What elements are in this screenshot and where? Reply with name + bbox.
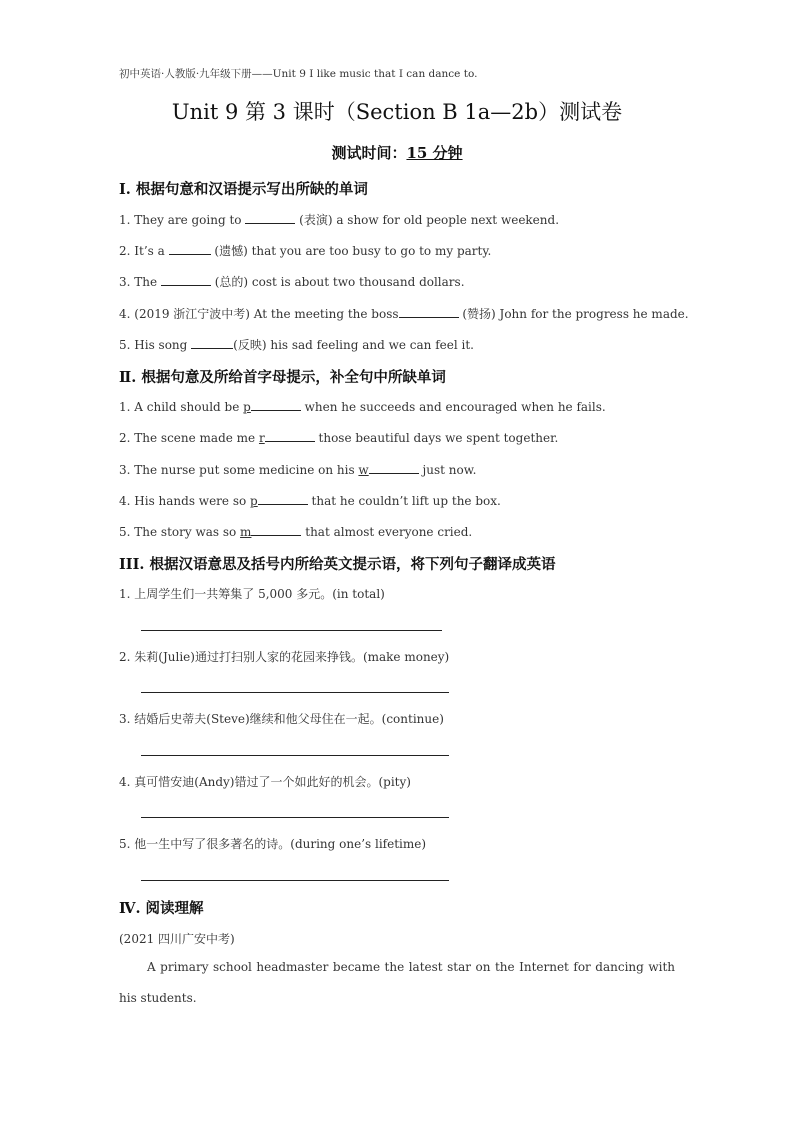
s1-q3-text-after: (总的) cost is about two thousand dollars. bbox=[210, 275, 465, 289]
s3-question-5: 5. 他一生中写了很多著名的诗。(during one’s lifetime) bbox=[119, 837, 427, 851]
s2-q1-blank[interactable] bbox=[251, 398, 301, 411]
s2-q4-text-after: that he couldn’t lift up the box. bbox=[307, 494, 501, 508]
s2-question-2 bbox=[119, 429, 558, 445]
reading-paragraph: A primary school headmaster became the latest star on the Internet for dancing with his students. bbox=[119, 960, 675, 1005]
s1-q1-text-after: (表演) a show for old people next weekend. bbox=[295, 213, 560, 227]
s1-q5-text-before: 5. His song bbox=[119, 338, 192, 352]
s1-q4-text-before: 4. (2019 浙江宁波中考) At the meeting the boss bbox=[119, 307, 399, 321]
section-1-heading: Ⅰ. 根据句意和汉语提示写出所缺的单词 bbox=[119, 181, 368, 198]
s2-question-4 bbox=[119, 492, 501, 508]
s1-question-4 bbox=[119, 305, 689, 322]
s2-question-5 bbox=[119, 523, 472, 539]
s2-q1-text-before: 1. A child should be bbox=[119, 400, 244, 414]
s1-q1-blank[interactable] bbox=[245, 211, 295, 224]
s1-q4-text-after: (赞扬) John for the progress he made. bbox=[458, 307, 689, 321]
s1-q2-text-after: (遗憾) that you are too busy to go to my party. bbox=[210, 244, 492, 258]
s2-q5-text-before: 5. The story was so bbox=[119, 525, 241, 539]
s2-q3-hint-letter: w bbox=[358, 463, 369, 477]
s1-q2-blank[interactable] bbox=[169, 242, 211, 255]
s1-q2-text-before: 2. It’s a bbox=[119, 244, 169, 258]
s2-q4-text-before: 4. His hands were so bbox=[119, 494, 251, 508]
s3-question-3: 3. 结婚后史蒂夫(Steve)继续和他父母住在一起。(continue) bbox=[119, 712, 444, 726]
s2-question-3 bbox=[119, 461, 476, 477]
s3-question-2: 2. 朱莉(Julie)通过打扫别人家的花园来挣钱。(make money) bbox=[119, 650, 450, 664]
test-time bbox=[0, 142, 794, 163]
section-2-heading: Ⅱ. 根据句意及所给首字母提示，补全句中所缺单词 bbox=[119, 369, 446, 386]
s1-question-1 bbox=[119, 211, 559, 228]
test-time-label: 测试时间： bbox=[331, 144, 407, 162]
s3-q2-answer-line[interactable] bbox=[141, 692, 449, 693]
s2-q2-text-before: 2. The scene made me bbox=[119, 431, 259, 445]
s1-q3-blank[interactable] bbox=[161, 273, 211, 286]
s2-q2-blank[interactable] bbox=[265, 429, 315, 442]
s2-q2-hint-letter: r bbox=[258, 431, 265, 445]
s2-q3-text-after: just now. bbox=[418, 463, 477, 477]
s2-q5-blank[interactable] bbox=[251, 523, 301, 536]
s3-q5-answer-line[interactable] bbox=[141, 880, 449, 881]
s2-q4-hint-letter: p bbox=[250, 494, 258, 508]
s3-q4-answer-line[interactable] bbox=[141, 817, 449, 818]
section-3-heading: III. 根据汉语意思及括号内所给英文提示语，将下列句子翻译成英语 bbox=[119, 556, 556, 573]
reading-source: (2021 四川广安中考) bbox=[119, 932, 235, 946]
header-note: 初中英语·人教版·九年级下册——Unit 9 I like music that I can dance to. bbox=[119, 68, 478, 80]
test-time-value: 15 分钟 bbox=[406, 144, 463, 162]
s3-question-4: 4. 真可惜安迪(Andy)错过了一个如此好的机会。(pity) bbox=[119, 775, 411, 789]
s3-q1-answer-line[interactable] bbox=[141, 630, 442, 631]
s1-question-5 bbox=[119, 336, 474, 353]
section-4-heading: Ⅳ. 阅读理解 bbox=[119, 900, 204, 917]
s3-question-1: 1. 上周学生们一共筹集了 5,000 多元。(in total) bbox=[119, 587, 385, 601]
s2-q2-text-after: those beautiful days we spent together. bbox=[314, 431, 559, 445]
s1-q3-text-before: 3. The bbox=[119, 275, 161, 289]
page-title: Unit 9 第 3 课时（Section B 1a—2b）测试卷 bbox=[171, 100, 623, 124]
s2-q1-text-after: when he succeeds and encouraged when he fails. bbox=[300, 400, 606, 414]
s2-q3-blank[interactable] bbox=[369, 461, 419, 474]
s1-q1-text-before: 1. They are going to bbox=[119, 213, 246, 227]
s2-q5-hint-letter: m bbox=[240, 525, 252, 539]
s1-question-2 bbox=[119, 242, 491, 259]
s1-q5-blank[interactable] bbox=[191, 336, 233, 349]
s2-q5-text-after: that almost everyone cried. bbox=[301, 525, 473, 539]
s2-q1-hint-letter: p bbox=[243, 400, 251, 414]
s1-q5-text-after: (反映) his sad feeling and we can feel it. bbox=[233, 338, 474, 352]
s2-q3-text-before: 3. The nurse put some medicine on his bbox=[119, 463, 359, 477]
s2-q4-blank[interactable] bbox=[258, 492, 308, 505]
s1-question-3 bbox=[119, 273, 465, 290]
s3-q3-answer-line[interactable] bbox=[141, 755, 449, 756]
s2-question-1 bbox=[119, 398, 606, 414]
s1-q4-blank[interactable] bbox=[399, 305, 459, 318]
